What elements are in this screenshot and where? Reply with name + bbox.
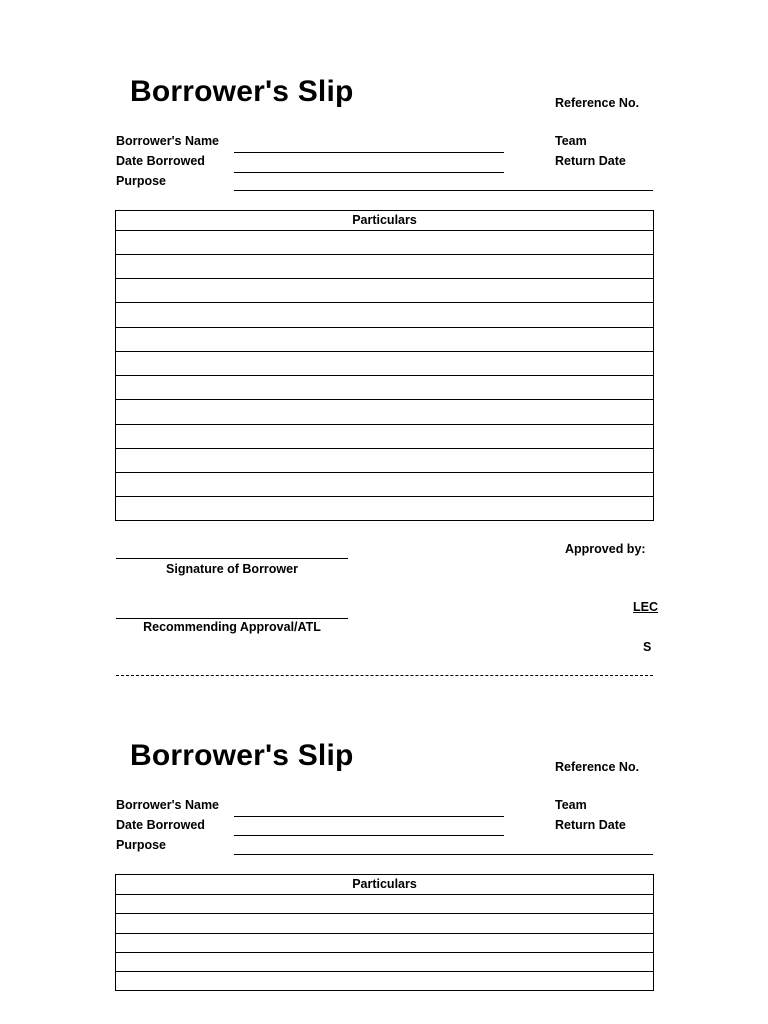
particulars-table xyxy=(115,874,654,991)
reference-no-label: Reference No. xyxy=(555,96,640,110)
table-row xyxy=(116,254,653,255)
date-borrowed-label: Date Borrowed xyxy=(116,154,205,168)
purpose-label: Purpose xyxy=(116,174,167,188)
slip-title: Borrower's Slip xyxy=(130,739,354,772)
recommending-approval-label: Recommending Approval/ATL xyxy=(143,620,321,634)
table-row xyxy=(116,230,653,231)
particulars-header: Particulars xyxy=(352,877,417,891)
recommending-line xyxy=(116,618,348,619)
table-row xyxy=(116,399,653,400)
signature-line xyxy=(116,558,348,559)
date-borrowed-label: Date Borrowed xyxy=(116,818,205,832)
slip-title: Borrower's Slip xyxy=(130,75,354,108)
table-row xyxy=(116,971,653,972)
team-label: Team xyxy=(555,798,587,812)
table-row xyxy=(116,472,653,473)
purpose-line xyxy=(234,190,653,191)
approved-by-label: Approved by: xyxy=(565,542,646,556)
table-row xyxy=(116,894,653,895)
return-date-label: Return Date xyxy=(555,154,626,168)
table-row xyxy=(116,375,653,376)
particulars-header: Particulars xyxy=(352,213,417,227)
team-label: Team xyxy=(555,134,587,148)
reference-no-label: Reference No. xyxy=(555,760,640,774)
date-borrowed-line xyxy=(234,835,504,836)
approver-title-cut: S xyxy=(643,640,652,654)
return-date-label: Return Date xyxy=(555,818,626,832)
table-row xyxy=(116,496,653,497)
table-row xyxy=(116,278,653,279)
borrower-name-line xyxy=(234,152,504,153)
signature-of-borrower-label: Signature of Borrower xyxy=(166,562,298,576)
table-row xyxy=(116,448,653,449)
table-row xyxy=(116,913,653,914)
borrower-name-line xyxy=(234,816,504,817)
table-row xyxy=(116,424,653,425)
date-borrowed-line xyxy=(234,172,504,173)
borrower-name-label: Borrower's Name xyxy=(116,798,220,812)
table-row xyxy=(116,952,653,953)
table-row xyxy=(116,933,653,934)
cut-line xyxy=(116,675,653,676)
approver-name-cut: LEC xyxy=(633,600,658,614)
table-row xyxy=(116,351,653,352)
particulars-table xyxy=(115,210,654,521)
table-row xyxy=(116,302,653,303)
purpose-label: Purpose xyxy=(116,838,167,852)
borrower-name-label: Borrower's Name xyxy=(116,134,220,148)
purpose-line xyxy=(234,854,653,855)
table-row xyxy=(116,327,653,328)
